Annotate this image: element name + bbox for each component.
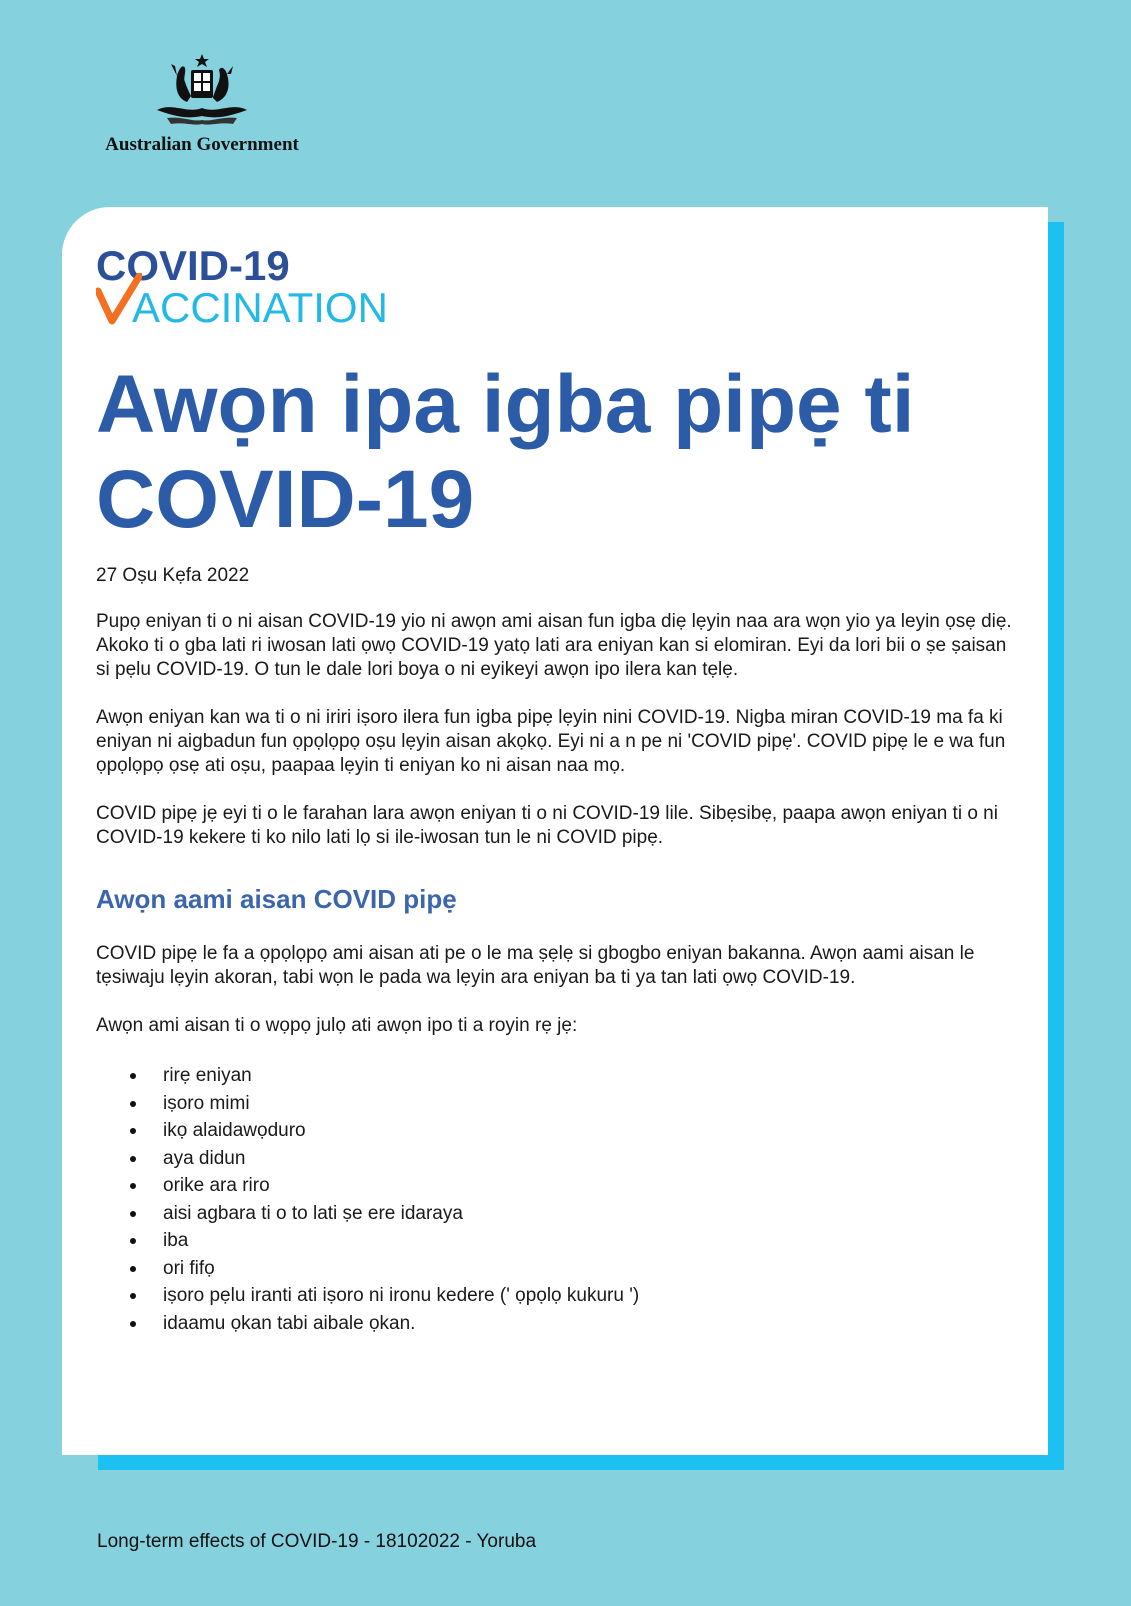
list-item: aya didun [96,1145,1016,1173]
covid-vaccination-logo [96,243,426,333]
section-paragraph-2: Awọn ami aisan ti o wọpọ julọ ati awọn ipo ti a royin rẹ jẹ: [96,1015,578,1036]
list-item: aisi agbara ti o to lati ṣe ere idaraya [96,1200,1016,1228]
intro-paragraph-1: Pupọ eniyan ti o ni aisan COVID-19 yio ni awọn ami aisan fun igba diẹ lẹyin naa ara wọn yio ya leyin ọsẹ diẹ. Akoko ti o gba lati ri iwosan lati ọwọ COVID-19 yatọ lati ara eniyan kan si elomiran. Eyi da lori bii o ṣe ṣaisan si pẹlu COVID-19. O tun le dale lori boya o ni eyikeyi awọn ipo ilera kan tẹlẹ. [96,611,1012,680]
coat-of-arms-icon [147,52,257,132]
list-item: ikọ alaidawọduro [96,1117,1016,1145]
list-item: ori fifọ [96,1255,1016,1283]
section-heading: Awọn aami aisan COVID pipẹ [96,884,457,914]
list-item: iṣoro pẹlu iranti ati iṣoro ni ironu kedere (' ọpọlọ kukuru ') [96,1282,1016,1310]
list-item: rirẹ eniyan [96,1062,1016,1090]
brand-line1: COVID-19 [96,242,290,289]
publication-date: 27 Oṣu Kẹfa 2022 [96,565,250,586]
content-card [62,207,1048,1455]
page-title: Awọn ipa igba pipẹ ti COVID-19 [96,359,915,545]
brand-line2: ACCINATION [132,284,388,331]
government-logo [97,52,307,156]
list-item: orike ara riro [96,1172,1016,1200]
intro-paragraph-3: COVID pipẹ jẹ eyi ti o le farahan lara awọn eniyan ti o ni COVID-19 lile. Sibẹsibẹ, paapa awọn eniyan ti o ni COVID-19 kekere ti ko nilo lati lọ si ile-iwosan tun le ni COVID pipẹ. [96,803,998,848]
intro-paragraph-2: Awọn eniyan kan wa ti o ni iriri iṣoro ilera fun igba pipẹ lẹyin nini COVID-19. Nigba miran COVID-19 ma fa ki eniyan ni aigbadun fun ọpọlọpọ oṣu lẹyin aisan akọkọ. Eyi ni a n pe ni 'COVID pipẹ'. COVID pipẹ le e wa fun ọpọlọpọ ọsẹ ati oṣu, paapaa lẹyin ti eniyan ko ni aisan naa mọ. [96,707,1006,776]
government-name: Australian Government [105,134,299,155]
list-item: iṣoro mimi [96,1090,1016,1118]
list-item: idaamu ọkan tabi aibale ọkan. [96,1310,1016,1338]
symptom-list [96,1062,1016,1337]
section-paragraph-1: COVID pipẹ le fa a ọpọlọpọ ami aisan ati pe o le ma ṣẹlẹ si gbogbo eniyan bakanna. Awọn aami aisan le tẹsiwaju lẹyin akoran, tabi wọn le pada wa lẹyin ara eniyan ba ti ya tan lati ọwọ COVID-19. [96,943,975,988]
checkmark-icon [96,273,142,325]
list-item: iba [96,1227,1016,1255]
document-footer: Long-term effects of COVID-19 - 18102022 - Yoruba [97,1531,537,1552]
document-body [96,564,1016,1337]
